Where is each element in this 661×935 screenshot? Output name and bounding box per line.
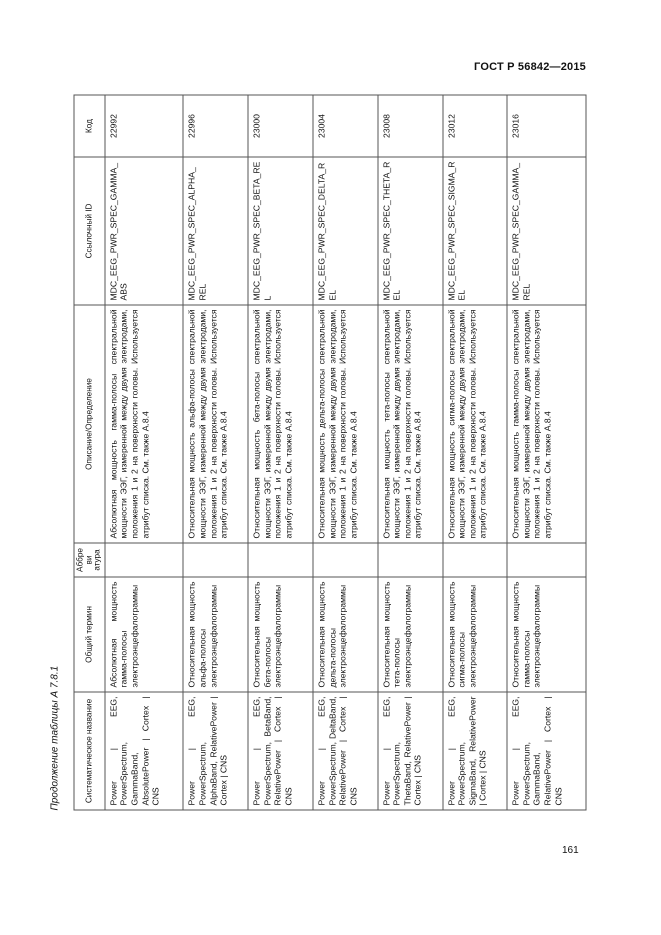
cell-code: 23000 bbox=[248, 95, 313, 157]
cell-description: Относительная мощность дельта-полосы спектральной мощности ЭЭГ, измеренной между двумя электродами, положения 1 и 2 на поверхности головы. Используется атрибут списка. См. также А.8.4 bbox=[313, 305, 378, 543]
cell-abbreviation bbox=[507, 543, 586, 577]
cell-code: 23008 bbox=[377, 95, 442, 157]
table-header-row bbox=[74, 95, 105, 810]
cell-reference-id: MDC_EEG_PWR_SPEC_GAMMA_REL bbox=[507, 157, 586, 305]
cell-description: Абсолютная мощность гамма-полосы спектральной мощности ЭЭГ, измеренной между двумя электродами, положения 1 и 2 на поверхности головы. Используется атрибут списка. См. также А.8.4 bbox=[104, 305, 183, 543]
column-header-common-term: Общий термин bbox=[74, 577, 105, 692]
cell-description: Относительная мощность тета-полосы спектральной мощности ЭЭГ, измеренной между двумя электродами, положения 1 и 2 на поверхности головы. Используется атрибут списка. См. также А.8.4 bbox=[377, 305, 442, 543]
cell-common-term: Относительная мощность бета-полосы электроэнцефалограммы bbox=[248, 577, 313, 692]
cell-reference-id: MDC_EEG_PWR_SPEC_SIGMA_REL bbox=[442, 157, 507, 305]
cell-abbreviation bbox=[104, 543, 183, 577]
cell-code: 23016 bbox=[507, 95, 586, 157]
cell-systematic: Power | EEG, PowerSpectrum, AlphaBand, RelativePower | Cortex | CNS bbox=[183, 692, 248, 810]
cell-abbreviation bbox=[313, 543, 378, 577]
cell-description: Относительная мощность бета-полосы спектральной мощности ЭЭГ, измеренной между двумя электродами, положения 1 и 2 на поверхности головы. Используется атрибут списка. См. также А.8.4 bbox=[248, 305, 313, 543]
cell-description: Относительная мощность гамма-полосы спектральной мощности ЭЭГ, измеренной между двумя электродами, положения 1 и 2 на поверхности головы. Используется атрибут списка. См. также А.8.4 bbox=[507, 305, 586, 543]
column-header-code: Код bbox=[74, 95, 105, 157]
table-row bbox=[183, 95, 248, 810]
cell-common-term: Относительная мощность дельта-полосы электроэнцефалограммы bbox=[313, 577, 378, 692]
column-header-reference-id: Ссылочный ID bbox=[74, 157, 105, 305]
cell-reference-id: MDC_EEG_PWR_SPEC_GAMMA_ABS bbox=[104, 157, 183, 305]
cell-systematic: Power | EEG, PowerSpectrum, DeltaBand, RelativePower | Cortex | CNS bbox=[313, 692, 378, 810]
table-row bbox=[313, 95, 378, 810]
cell-abbreviation bbox=[248, 543, 313, 577]
rotated-table-frame bbox=[73, 95, 586, 810]
cell-systematic: Power | EEG, PowerSpectrum, GammaBand, AbsolutePower | Cortex | CNS bbox=[104, 692, 183, 810]
cell-systematic: Power | EEG, PowerSpectrum, GammaBand, RelativePower | Cortex | CNS bbox=[507, 692, 586, 810]
table-row bbox=[442, 95, 507, 810]
cell-code: 23004 bbox=[313, 95, 378, 157]
cell-systematic: Power | EEG, PowerSpectrum, ThetaBand, RelativePower | Cortex | CNS bbox=[377, 692, 442, 810]
cell-common-term: Относительная мощность альфа-полосы электроэнцефалограммы bbox=[183, 577, 248, 692]
cell-reference-id: MDC_EEG_PWR_SPEC_ALPHA_REL bbox=[183, 157, 248, 305]
cell-description: Относительная мощность альфа-полосы спектральной мощности ЭЭГ, измеренной между двумя электродами, положения 1 и 2 на поверхности головы. Используется атрибут списка. См. также А.8.4 bbox=[183, 305, 248, 543]
cell-reference-id: MDC_EEG_PWR_SPEC_THETA_REL bbox=[377, 157, 442, 305]
page-number: 161 bbox=[562, 845, 579, 856]
data-table bbox=[73, 94, 586, 810]
cell-code: 23012 bbox=[442, 95, 507, 157]
cell-systematic: Power | EEG, PowerSpectrum, BetaBand, RelativePower | Cortex | CNS bbox=[248, 692, 313, 810]
table-row bbox=[507, 95, 586, 810]
document-code: ГОСТ Р 56842—2015 bbox=[474, 61, 586, 73]
table-row bbox=[248, 95, 313, 810]
table-row bbox=[377, 95, 442, 810]
cell-abbreviation bbox=[183, 543, 248, 577]
table-container bbox=[73, 95, 586, 810]
cell-systematic: Power | EEG, PowerSpectrum, SigmaBand, RelativePower | Cortex | CNS bbox=[442, 692, 507, 810]
column-header-abbreviation: Аббреви атура bbox=[74, 543, 105, 577]
cell-code: 22992 bbox=[104, 95, 183, 157]
cell-reference-id: MDC_EEG_PWR_SPEC_BETA_REL bbox=[248, 157, 313, 305]
cell-common-term: Относительная мощность гамма-полосы электроэнцефалограммы bbox=[507, 577, 586, 692]
cell-code: 22996 bbox=[183, 95, 248, 157]
cell-description: Относительная мощность сигма-полосы спектральной мощности ЭЭГ, измеренной между двумя электродами, положения 1 и 2 на поверхности головы. Используется атрибут списка. См. также А.8.4 bbox=[442, 305, 507, 543]
cell-reference-id: MDC_EEG_PWR_SPEC_DELTA_REL bbox=[313, 157, 378, 305]
column-header-systematic: Систематическое название bbox=[74, 692, 105, 810]
cell-common-term: Относительная мощность тета-полосы электроэнцефалограммы bbox=[377, 577, 442, 692]
table-caption-wrap bbox=[40, 95, 70, 810]
column-header-description: Описание/Определение bbox=[74, 305, 105, 543]
table-caption: Продолжение таблицы А 7.8.1 bbox=[49, 665, 61, 810]
cell-abbreviation bbox=[442, 543, 507, 577]
cell-abbreviation bbox=[377, 543, 442, 577]
cell-common-term: Относительная мощность сигма-полосы электроэнцефалограммы bbox=[442, 577, 507, 692]
table-row bbox=[104, 95, 183, 810]
cell-common-term: Абсолютная мощность гамма-полосы электроэнцефалограммы bbox=[104, 577, 183, 692]
